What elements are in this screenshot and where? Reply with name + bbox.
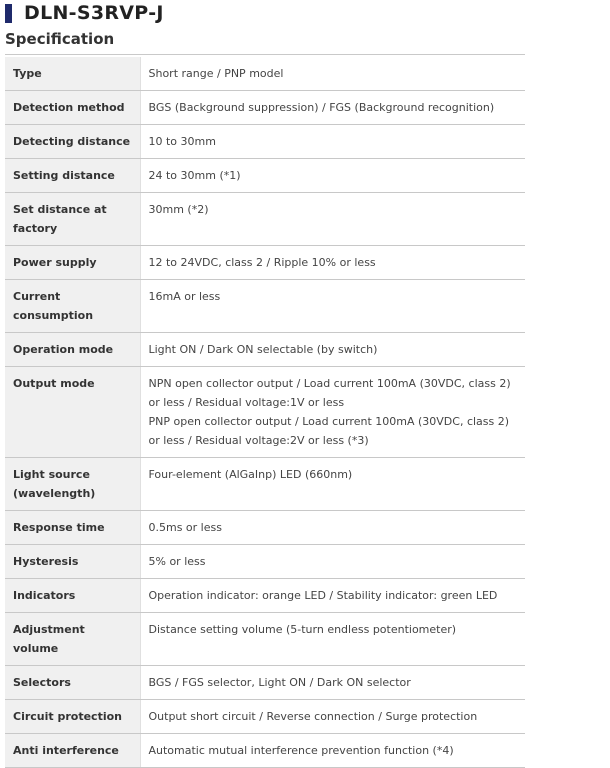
spec-label: Setting distance: [5, 159, 140, 193]
spec-value: BGS (Background suppression) / FGS (Background recognition): [140, 91, 525, 125]
spec-value: 24 to 30mm (*1): [140, 159, 525, 193]
spec-row-hysteresis: [5, 545, 525, 579]
spec-value: Automatic mutual interference prevention function (*4): [140, 734, 525, 768]
spec-label: Anti interference: [5, 734, 140, 768]
spec-value: 12 to 24VDC, class 2 / Ripple 10% or less: [140, 246, 525, 280]
spec-row-anti-interference: [5, 734, 525, 768]
spec-label: Type: [5, 57, 140, 91]
spec-row-selectors: [5, 666, 525, 700]
spec-label: Power supply: [5, 246, 140, 280]
page-header: [5, 3, 164, 23]
spec-label: Detection method: [5, 91, 140, 125]
spec-label: Detecting distance: [5, 125, 140, 159]
spec-row-current-consumption: [5, 280, 525, 333]
spec-row-light-source: [5, 458, 525, 511]
spec-value: 0.5ms or less: [140, 511, 525, 545]
spec-row-detection-method: [5, 91, 525, 125]
spec-value: 5% or less: [140, 545, 525, 579]
spec-table: [5, 57, 525, 768]
spec-row-operation-mode: [5, 333, 525, 367]
spec-label: Selectors: [5, 666, 140, 700]
spec-table-body: [5, 57, 525, 768]
spec-value: BGS / FGS selector, Light ON / Dark ON selector: [140, 666, 525, 700]
section-divider: [5, 54, 525, 55]
spec-row-setting-distance: [5, 159, 525, 193]
spec-row-circuit-protection: [5, 700, 525, 734]
spec-label: Hysteresis: [5, 545, 140, 579]
spec-value: Short range / PNP model: [140, 57, 525, 91]
spec-row-detecting-distance: [5, 125, 525, 159]
spec-row-response-time: [5, 511, 525, 545]
spec-value: Light ON / Dark ON selectable (by switch): [140, 333, 525, 367]
spec-value: Output short circuit / Reverse connection / Surge protection: [140, 700, 525, 734]
spec-value: 10 to 30mm: [140, 125, 525, 159]
title-accent-bar: [5, 4, 12, 23]
spec-value: Distance setting volume (5-turn endless potentiometer): [140, 613, 525, 666]
spec-row-power-supply: [5, 246, 525, 280]
page-title: DLN-S3RVP-J: [24, 2, 164, 24]
spec-row-output-mode: [5, 367, 525, 458]
spec-label: Adjustment volume: [5, 613, 140, 666]
spec-value-pnp: PNP open collector output / Load current 100mA (30VDC, class 2) or less / Residual voltage:2V or less (*3): [148, 415, 510, 447]
spec-label: Circuit protection: [5, 700, 140, 734]
spec-label: Set distance at factory: [5, 193, 140, 246]
spec-row-indicators: [5, 579, 525, 613]
spec-label: Output mode: [5, 367, 140, 458]
spec-value: Operation indicator: orange LED / Stability indicator: green LED: [140, 579, 525, 613]
spec-row-type: [5, 57, 525, 91]
spec-label: Current consumption: [5, 280, 140, 333]
section-heading: Specification: [5, 30, 115, 48]
spec-value: [140, 367, 525, 458]
spec-label: Light source (wavelength): [5, 458, 140, 511]
spec-label: Operation mode: [5, 333, 140, 367]
spec-row-adjustment-volume: [5, 613, 525, 666]
spec-label: Indicators: [5, 579, 140, 613]
spec-value: Four-element (AlGaInp) LED (660nm): [140, 458, 525, 511]
spec-value: 16mA or less: [140, 280, 525, 333]
spec-row-set-distance-at-factory: [5, 193, 525, 246]
spec-label: Response time: [5, 511, 140, 545]
spec-value: 30mm (*2): [140, 193, 525, 246]
spec-value-npn: NPN open collector output / Load current 100mA (30VDC, class 2) or less / Residual voltage:1V or less: [148, 377, 511, 409]
